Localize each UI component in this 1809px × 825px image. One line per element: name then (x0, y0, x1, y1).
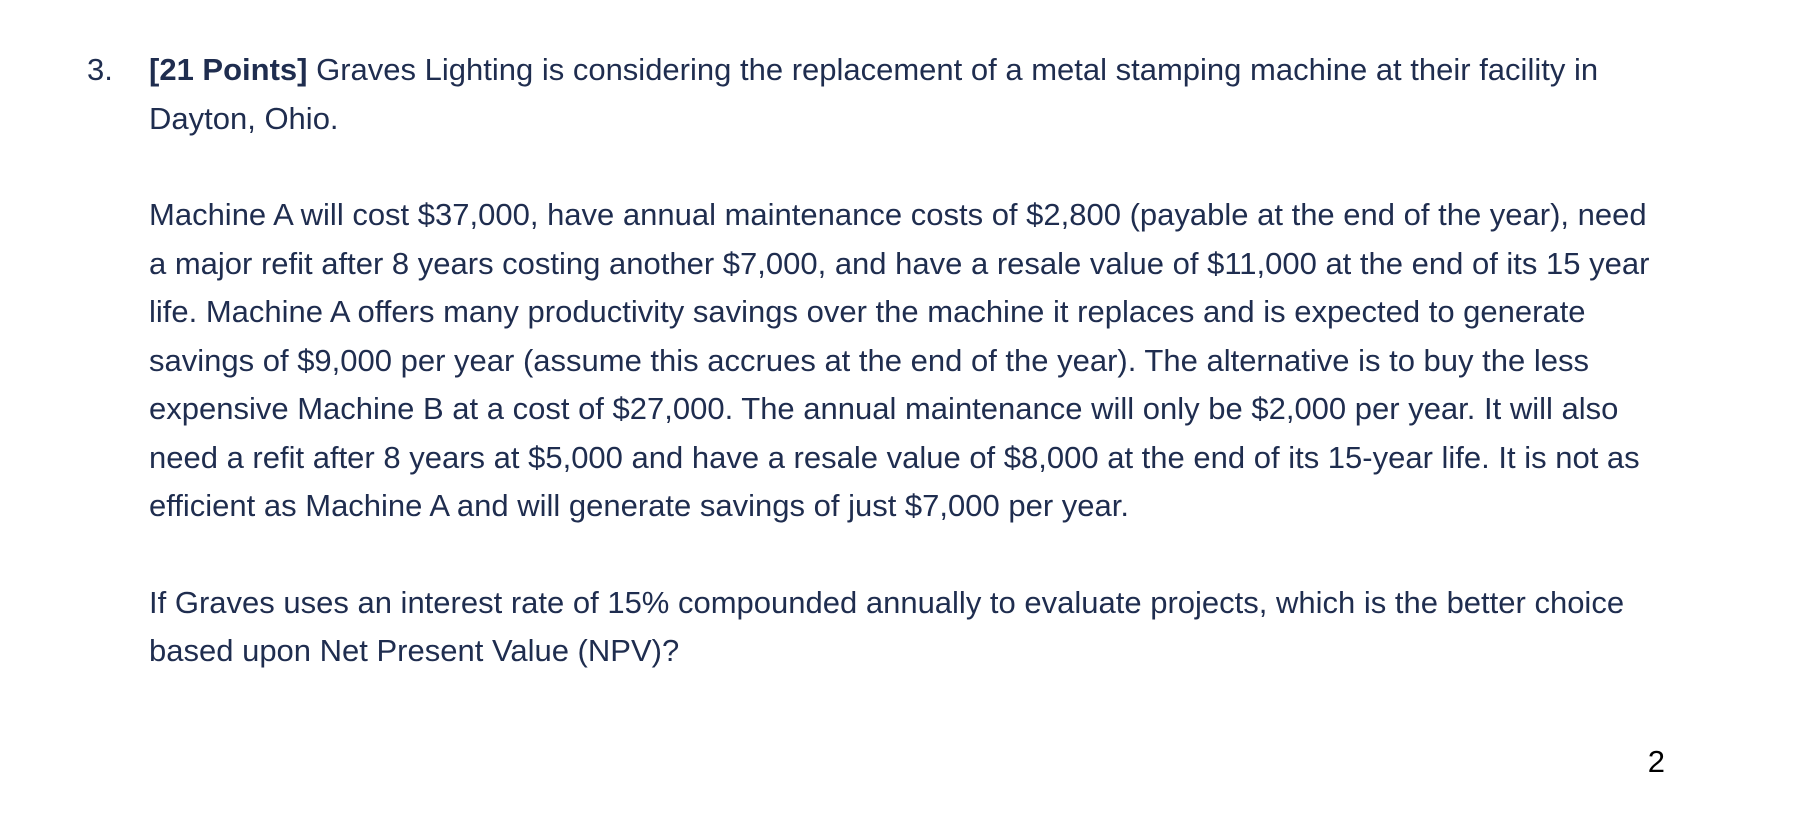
question-prompt-paragraph: If Graves uses an interest rate of 15% compounded annually to evaluate projects, which is the better choice based upon Net Present Value (NPV)? (149, 584, 1625, 668)
question-details-paragraph: Machine A will cost $37,000, have annual maintenance costs of $2,800 (payable at the end of the year), need a major refit after 8 years costing another $7,000, and have a resale value of $11,000 at the end of its 15 year life. Machine A offers many productivity savings over the machine it replaces and is expected to generate savings of $9,000 per year (assume this accrues at the end of the year). The alternative is to buy the less expensive Machine B at a cost of $27,000. The annual maintenance will only be $2,000 per year. It will also need a refit after 8 years at $5,000 and have a resale value of $8,000 at the end of its 15-year life. It is not as efficient as Machine A and will generate savings of just $7,000 per year. (149, 197, 1650, 523)
question-body (149, 46, 1669, 676)
points-label: [21 Points] (149, 52, 308, 87)
question-intro-text: Graves Lighting is considering the replacement of a metal stamping machine at their facility in Dayton, Ohio. (149, 52, 1599, 136)
question-number: 3. (87, 52, 113, 87)
page-number: 2 (1647, 744, 1665, 779)
question-intro-paragraph (149, 46, 1669, 143)
